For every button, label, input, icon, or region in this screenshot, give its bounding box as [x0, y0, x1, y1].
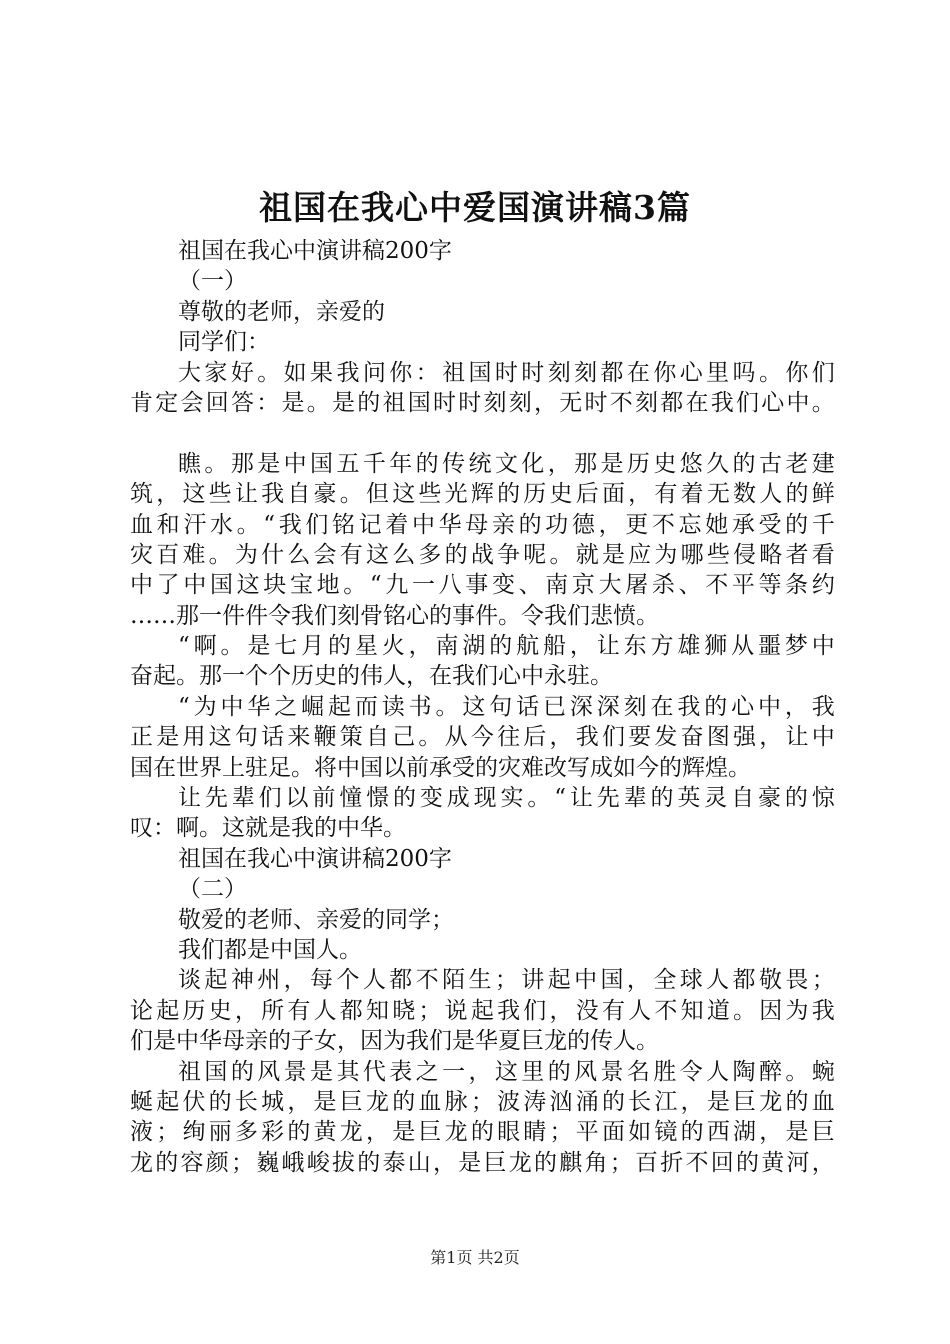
text-line: 国在世界上驻足。将中国以前承受的灾难改写成如今的辉煌。 — [130, 754, 751, 781]
text-line: （二） — [178, 876, 247, 903]
page-footer: 第1页 共2页 — [430, 1248, 520, 1267]
document-body — [130, 236, 835, 1178]
text-line: 祖 国 的 风 景 是 其 代 表 之 一 ， 这 里 的 风 景 名 胜 令 人 陶 醉 。 蜿 — [178, 1058, 835, 1085]
blank-line — [130, 418, 835, 448]
text-line: 谈 起 神 州 ， 每 个 人 都 不 陌 生 ； 讲 起 中 国 ， 全 球 人 都 敬 畏 ； — [178, 967, 835, 994]
text-line: 龙 的 容 颜 ； 巍 峨 峻 拔 的 泰 山 ， 是 巨 龙 的 麒 角 ； 百 折 不 回 的 黄 河 ， — [130, 1149, 835, 1176]
text-line: 我们都是中国人。 — [178, 936, 362, 963]
text-line: 瞧 。 那 是 中 国 五 千 年 的 传 统 文 化 ， 那 是 历 史 悠 久 的 古 老 建 — [178, 450, 835, 477]
text-line: 大 家 好 。 如 果 我 问 你 ： 祖 国 时 时 刻 刻 都 在 你 心 里 吗 。 你 们 — [178, 359, 835, 386]
text-line: 蜒 起 伏 的 长 城 ， 是 巨 龙 的 血 脉 ； 波 涛 汹 涌 的 长 江 ， 是 巨 龙 的 血 — [130, 1088, 835, 1115]
text-line: ……那一件件令我们刻骨铭心的事件。令我们悲愤。 — [130, 602, 659, 629]
text-line: “ 为 中 华 之 崛 起 而 读 书 。 这 句 话 已 深 深 刻 在 我 的 心 中 ， 我 — [178, 693, 835, 720]
text-line: 叹：啊。这就是我的中华。 — [130, 815, 406, 842]
text-line: 让 先 辈 们 以 前 憧 憬 的 变 成 现 实 。 “ 让 先 辈 的 英 灵 自 豪 的 惊 — [178, 785, 835, 812]
text-line: 祖国在我心中演讲稿200字 — [178, 845, 452, 872]
text-line: 筑 ， 这 些 让 我 自 豪 。 但 这 些 光 辉 的 历 史 后 面 ， 有 着 无 数 人 的 鲜 — [130, 481, 835, 508]
text-line: 敬爱的老师、亲爱的同学； — [178, 906, 454, 933]
text-line: 肯 定 会 回 答 ： 是 。 是 的 祖 国 时 时 刻 刻 ， 无 时 不 刻 都 在 我 们 心 中 。 — [130, 389, 835, 416]
text-line: 正 是 用 这 句 话 来 鞭 策 自 己 。 从 今 往 后 ， 我 们 要 发 奋 图 强 ， 让 中 — [130, 724, 835, 751]
text-line: 同学们： — [178, 329, 270, 356]
text-line: 尊敬的老师，亲爱的 — [178, 298, 385, 325]
text-line: 奋起。那一个个历史的伟人，在我们心中永驻。 — [130, 663, 613, 690]
text-line: 祖国在我心中演讲稿200字 — [178, 238, 452, 264]
text-line: “ 啊 。 是 七 月 的 星 火 ， 南 湖 的 航 船 ， 让 东 方 雄 狮 从 噩 梦 中 — [178, 633, 835, 660]
document-title: 祖国在我心中爱国演讲稿3篇 — [259, 188, 691, 227]
text-line: 们是中华母亲的子女，因为我们是华夏巨龙的传人。 — [130, 1028, 659, 1055]
text-line: 论 起 历 史 ， 所 有 人 都 知 晓 ； 说 起 我 们 ， 没 有 人 不 知 道 。 因 为 我 — [130, 997, 835, 1024]
text-line: （一） — [178, 268, 247, 295]
text-line: 灾 百 难 。 为 什 么 会 有 这 么 多 的 战 争 呢 。 就 是 应 为 哪 些 侵 略 者 看 — [130, 541, 835, 568]
text-line: 血 和 汗 水 。 “ 我 们 铭 记 着 中 华 母 亲 的 功 德 ， 更 不 忘 她 承 受 的 千 — [130, 511, 835, 538]
text-line: 液 ； 绚 丽 多 彩 的 黄 龙 ， 是 巨 龙 的 眼 睛 ； 平 面 如 镜 的 西 湖 ， 是 巨 — [130, 1119, 835, 1146]
text-line: 中 了 中 国 这 块 宝 地 。 “ 九 一 八 事 变 、 南 京 大 屠 杀 、 不 平 等 条 约 — [130, 572, 835, 599]
